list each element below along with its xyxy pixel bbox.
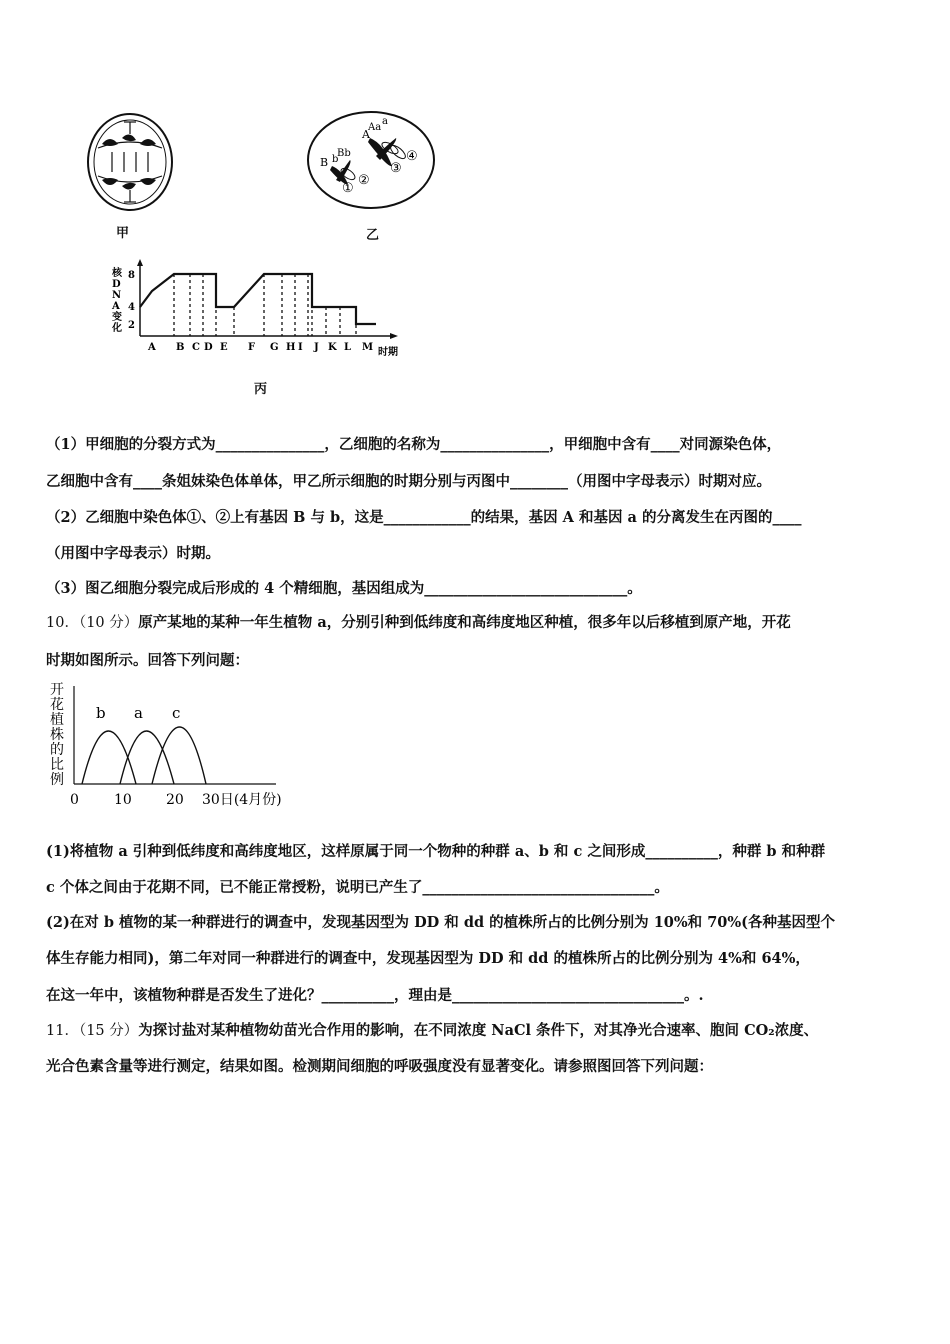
chart-bing-ytick-8: 8 bbox=[128, 270, 135, 281]
q10-line1-text: 原产某地的某种一年生植物 a，分别引种到低纬度和高纬度地区种植，很多年以后移植到原产地，开花 bbox=[138, 614, 791, 631]
chart-bing-xtick-J: J bbox=[314, 342, 319, 353]
cell-jia-label: 甲 bbox=[116, 226, 130, 241]
chart-bing-xtick-I: I bbox=[298, 342, 303, 353]
gene-label-a: a bbox=[382, 116, 388, 127]
flower-curve-a bbox=[120, 731, 174, 784]
gene-label-Aa: Aa bbox=[368, 122, 382, 133]
chart-bing-xtick-A: A bbox=[148, 342, 156, 353]
q11-line1 bbox=[46, 1020, 906, 1042]
chart-bing-xtick-L: L bbox=[344, 342, 352, 353]
flower-ylabel-char-1: 花 bbox=[50, 697, 64, 713]
flower-ylabel-char-0: 开 bbox=[50, 682, 64, 698]
chart-bing-xtick-G: G bbox=[270, 342, 279, 353]
chart-bing-ytick-4: 4 bbox=[128, 302, 135, 313]
flower-series-label-c: c bbox=[172, 704, 181, 722]
flower-xtick-0: 0 bbox=[70, 792, 79, 808]
flower-ylabel-char-2: 植 bbox=[50, 712, 64, 728]
flower-curve-c bbox=[152, 727, 206, 784]
q10-number: 10．（10 分） bbox=[46, 615, 139, 631]
chart-bing-xtick-K: K bbox=[328, 342, 337, 353]
flower-xtick-30: 30日(4月份) bbox=[202, 792, 282, 808]
gene-label-B: B bbox=[320, 156, 329, 169]
q10-line5: (2)在对 b 植物的某一种群进行的调查中，发现基因型为 DD 和 dd 的植株所占的比例分别为 10%和 70%(各种基因型个 bbox=[46, 914, 836, 931]
q11-number: 11．（15 分） bbox=[46, 1023, 139, 1039]
chart-bing-label: 丙 bbox=[254, 382, 268, 397]
chart-bing-ytick-2: 2 bbox=[128, 320, 135, 331]
chart-bing-xtick-B: B bbox=[176, 342, 185, 353]
gene-label-A: A bbox=[362, 128, 370, 141]
chromosome-marker-1: ① bbox=[342, 181, 354, 196]
chart-bing-xtick-D: D bbox=[204, 342, 213, 353]
q10-line3: (1)将植物 a 引种到低纬度和高纬度地区，这样原属于同一个物种的种群 a、b 和 c 之间形成__________，种群 b 和种群 bbox=[46, 843, 826, 860]
q9-line3: （2）乙细胞中染色体①、②上有基因 B 与 b，这是____________的结果，基因 A 和基因 a 的分离发生在丙图的____ bbox=[46, 509, 802, 526]
gene-label-Bb: Bb bbox=[337, 148, 351, 159]
cell-jia-figure bbox=[84, 108, 176, 212]
chromosome-marker-2: ② bbox=[358, 173, 370, 188]
cell-yi-figure bbox=[304, 108, 438, 212]
flower-ylabel-char-6: 例 bbox=[50, 772, 64, 788]
chart-bing bbox=[104, 258, 410, 366]
q11-line1-text: 为探讨盐对某种植物幼苗光合作用的影响，在不同浓度 NaCl 条件下，对其净光合速率、胞间 CO₂浓度、 bbox=[138, 1022, 819, 1039]
q10-line4: c 个体之间由于花期不同，已不能正常授粉，说明已产生了________________________________。 bbox=[46, 879, 669, 896]
chromosome-marker-4: ④ bbox=[406, 149, 418, 164]
q9-line1: （1）甲细胞的分裂方式为_______________，乙细胞的名称为_______________，甲细胞中含有____对同源染色体， bbox=[46, 436, 782, 453]
chart-bing-xtick-F: F bbox=[248, 342, 256, 353]
q10-line6: 体生存能力相同)，第二年对同一种群进行的调查中，发现基因型为 DD 和 dd 的植株所占的比例分别为 4%和 64%， bbox=[46, 950, 810, 967]
chart-bing-xtick-H: H bbox=[286, 342, 296, 353]
flower-xtick-20: 20 bbox=[166, 792, 184, 808]
chart-bing-xtick-C: C bbox=[192, 342, 200, 353]
flower-series-label-a: a bbox=[134, 704, 143, 722]
flower-ylabel-char-5: 比 bbox=[50, 757, 64, 773]
q11-line2: 光合色素含量等进行测定，结果如图。检测期间细胞的呼吸强度没有显著变化。请参照图回答下列问题： bbox=[46, 1058, 713, 1075]
cell-yi-label: 乙 bbox=[366, 228, 380, 243]
flower-xtick-10: 10 bbox=[114, 792, 132, 808]
q9-line5: （3）图乙细胞分裂完成后形成的 4 个精细胞，基因组成为____________________________。 bbox=[46, 580, 642, 597]
chromosome-marker-3: ③ bbox=[390, 161, 402, 176]
gene-label-b: b bbox=[332, 154, 339, 165]
q9-line4: （用图中字母表示）时期。 bbox=[46, 545, 220, 562]
flower-ylabel-char-4: 的 bbox=[50, 742, 64, 758]
chart-bing-xlabel: 时期 bbox=[378, 347, 398, 358]
chart-bing-ylabel: 核 D N A 变化 bbox=[112, 268, 122, 334]
q10-line2: 时期如图所示。回答下列问题： bbox=[46, 652, 249, 669]
chart-bing-xtick-M: M bbox=[362, 342, 374, 353]
q9-line2: 乙细胞中含有____条姐妹染色体单体，甲乙所示细胞的时期分别与丙图中________（用图中字母表示）时期对应。 bbox=[46, 473, 771, 490]
chart-flower bbox=[44, 680, 294, 812]
chart-bing-xtick-E: E bbox=[220, 342, 228, 353]
flower-ylabel-char-3: 株 bbox=[50, 727, 64, 743]
q10-line7: 在这一年中，该植物种群是否发生了进化？__________，理由是________________________________。. bbox=[46, 987, 704, 1004]
chart-bing-dna-line bbox=[140, 274, 376, 324]
flower-series-label-b: b bbox=[96, 704, 106, 722]
q10-line1 bbox=[46, 612, 906, 634]
